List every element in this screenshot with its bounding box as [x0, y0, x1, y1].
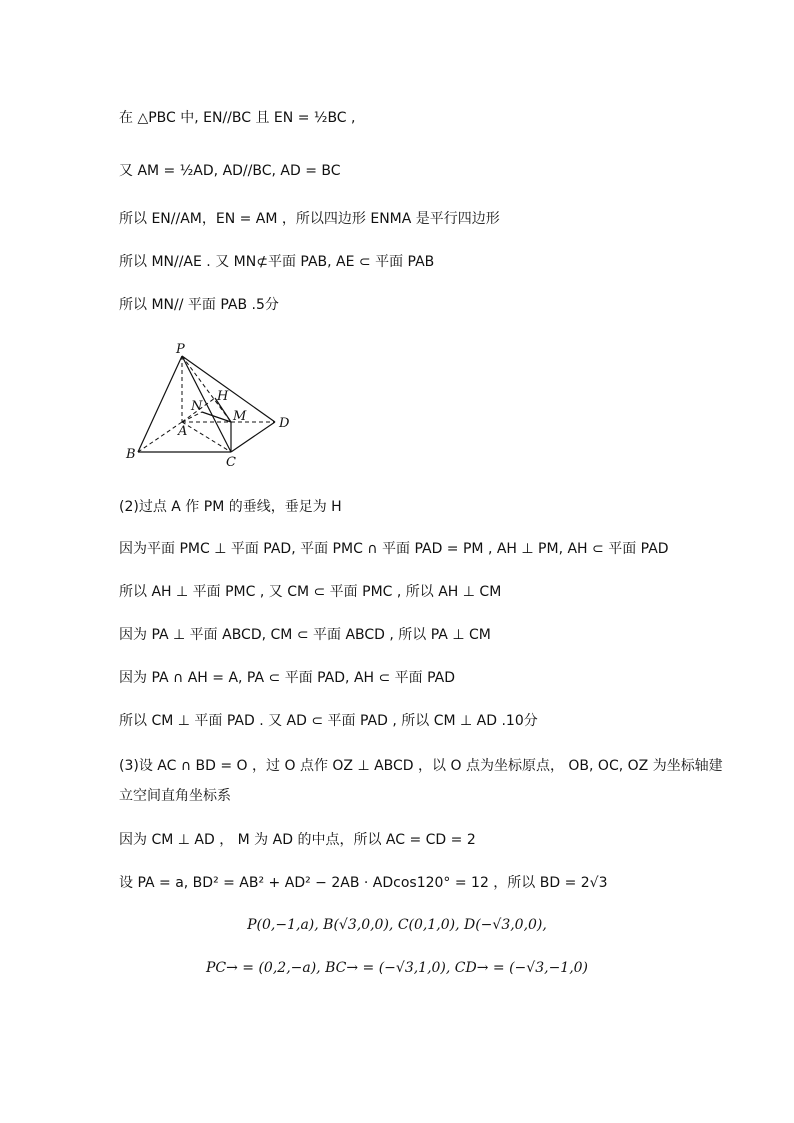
label-D: D — [279, 416, 290, 431]
text-line-13: 立空间直角坐标系 — [119, 788, 231, 804]
text-line-4: 所以 MN//AE . 又 MN⊄平面 PAB, AE ⊂ 平面 PAB — [119, 254, 435, 270]
label-H: H — [217, 389, 229, 404]
label-A: A — [178, 424, 188, 439]
edge-CD — [231, 422, 275, 452]
text-line-1: 在 △PBC 中, EN//BC 且 EN = ½BC , — [119, 110, 356, 126]
text-line-12: (3)设 AC ∩ BD = O ，过 O 点作 OZ ⊥ ABCD ，以 O 点为坐标原点， OB, OC, OZ 为坐标轴建 — [119, 758, 723, 774]
text-line-10: 因为 PA ∩ AH = A, PA ⊂ 平面 PAD, AH ⊂ 平面 PAD — [119, 670, 456, 686]
text-line-5: 所以 MN// 平面 PAB .5分 — [119, 297, 279, 313]
vectors-line: PC→ = (0,2,−a), BC→ = (−√3,1,0), CD→ = (−√3,−1,0) — [205, 960, 589, 976]
text-line-8: 所以 AH ⊥ 平面 PMC , 又 CM ⊂ 平面 PMC , 所以 AH ⊥ CM — [119, 584, 502, 600]
edge-PB — [138, 356, 182, 452]
text-line-15: 设 PA = a, BD² = AB² + AD² − 2AB · ADcos120° = 12 ，所以 BD = 2√3 — [119, 875, 608, 891]
geometry-figure — [120, 340, 300, 470]
text-line-6: (2)过点 A 作 PM 的垂线，垂足为 H — [119, 499, 342, 515]
label-C: C — [226, 455, 236, 470]
text-line-14: 因为 CM ⊥ AD ， M 为 AD 的中点，所以 AC = CD = 2 — [119, 832, 476, 848]
edge-NM — [202, 412, 231, 422]
label-M: M — [233, 409, 247, 424]
text-line-7: 因为平面 PMC ⊥ 平面 PAD, 平面 PMC ∩ 平面 PAD = PM , AH ⊥ PM, AH ⊂ 平面 PAD — [119, 541, 669, 557]
label-B: B — [126, 447, 136, 462]
text-line-11: 所以 CM ⊥ 平面 PAD . 又 AD ⊂ 平面 PAD , 所以 CM ⊥ AD .10分 — [119, 713, 538, 729]
text-line-9: 因为 PA ⊥ 平面 ABCD, CM ⊂ 平面 ABCD , 所以 PA ⊥ CM — [119, 627, 491, 643]
text-line-2: 又 AM = ½AD, AD//BC, AD = BC — [119, 163, 341, 179]
text-line-3: 所以 EN//AM，EN = AM ，所以四边形 ENMA 是平行四边形 — [119, 211, 500, 227]
label-P: P — [176, 342, 185, 357]
label-N: N — [191, 399, 203, 414]
coordinates-line: P(0,−1,a), B(√3,0,0), C(0,1,0), D(−√3,0,0), — [247, 917, 547, 933]
